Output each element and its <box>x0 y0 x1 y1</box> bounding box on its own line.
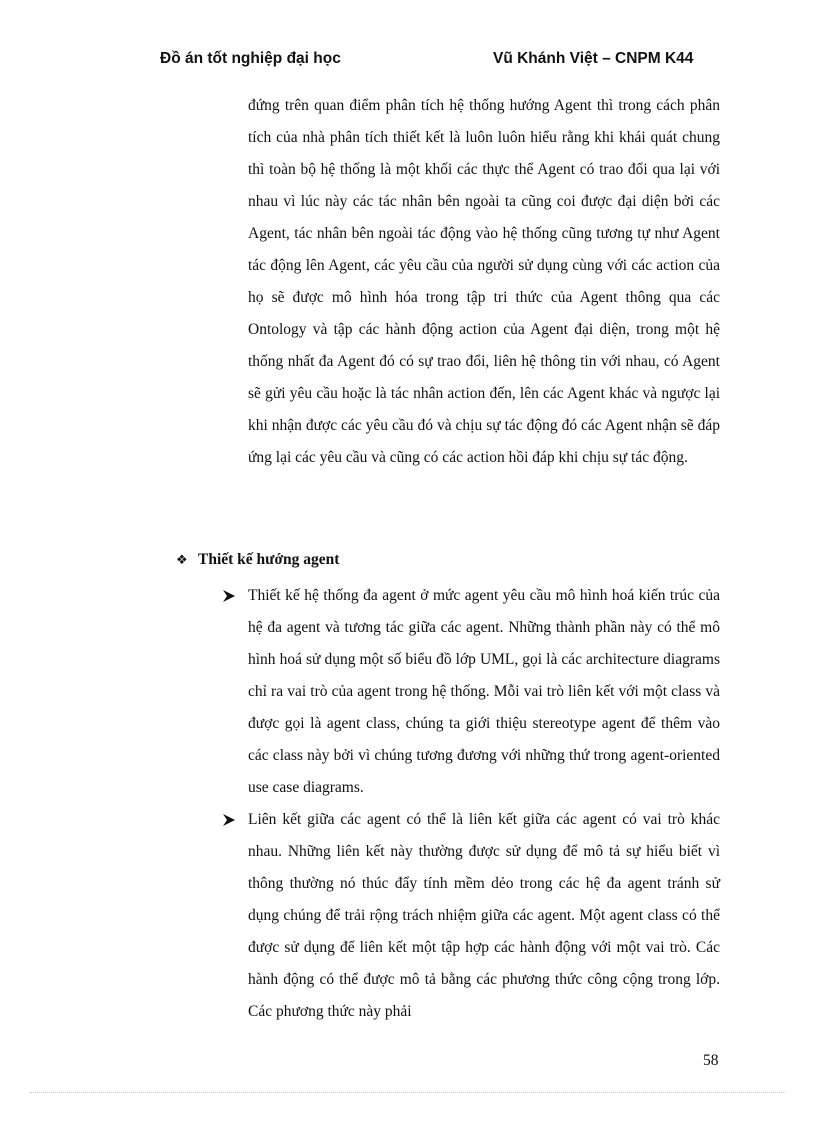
section-heading-text: Thiết kế hướng agent <box>198 551 340 568</box>
bullet-paragraph-1: Thiết kế hệ thống đa agent ở mức agent yêu cầu mô hình hoá kiến trúc của hệ đa agent và tương tác giữa các agent. Những thành phần này có thể mô hình hoá sử dụng một số biểu đồ lớp UML, gọi là các architecture diagrams chỉ ra vai trò của agent trong hệ thống. Mỗi vai trò liên kết với một class và được gọi là agent class, chúng ta giới thiệu stereotype agent để thêm vào các class này bởi vì chúng tương đương với những thứ trong agent-oriented use case diagrams. <box>248 587 720 796</box>
arrow-bullet-icon <box>222 589 236 603</box>
section-heading <box>176 544 339 577</box>
arrow-bullet-icon <box>222 813 236 827</box>
four-diamond-icon: ❖ <box>176 553 188 568</box>
intro-paragraph: đứng trên quan điểm phân tích hệ thống hướng Agent thì trong cách phân tích của nhà phân tích thiết kết là luôn luôn hiểu rằng khi khái quát chung thì toàn bộ hệ thống là một khối các thực thể Agent có trao đổi qua lại với nhau vì lúc này các tác nhân bên ngoài ta cũng coi được đại diện bởi các Agent, tác nhân bên ngoài tác động vào hệ thống cũng tương tự như Agent tác động lên Agent, các yêu cầu của người sử dụng cùng với các action của họ sẽ được mô hình hóa trong tập tri thức của Agent thông qua các Ontology và tập các hành động action của Agent đại diện, trong một hệ thống nhất đa Agent đó có sự trao đổi, liên hệ thông tin với nhau, có Agent sẽ gửi yêu cầu hoặc là tác nhân action đến, lên các Agent khác và ngược lại khi nhận được các yêu cầu đó và chịu sự tác động đó các Agent nhận sẽ đáp ứng lại các yêu cầu và cũng có các action hồi đáp khi chịu sự tác động. <box>248 97 720 466</box>
page-number: 58 <box>703 1052 719 1069</box>
page-header <box>160 50 720 74</box>
bullet-paragraph-2: Liên kết giữa các agent có thể là liên kết giữa các agent có vai trò khác nhau. Những liên kết này thường được sử dụng để mô tả sự hiểu biết vì thông thường nó thúc đẩy tính mềm dẻo trong các hệ đa agent tránh sử dụng chúng để trải rộng trách nhiệm giữa các agent. Một agent class có thể được sử dụng để liên kết một tập hợp các hành động với một vai trò. Các hành động có thể được mô tả bằng các phương thức công cộng trong lớp. Các phương thức này phải <box>248 811 720 1020</box>
header-title: Đồ án tốt nghiệp đại học <box>160 50 341 67</box>
header-author: Vũ Khánh Việt – CNPM K44 <box>493 50 694 67</box>
page-footer-divider <box>30 1092 786 1093</box>
